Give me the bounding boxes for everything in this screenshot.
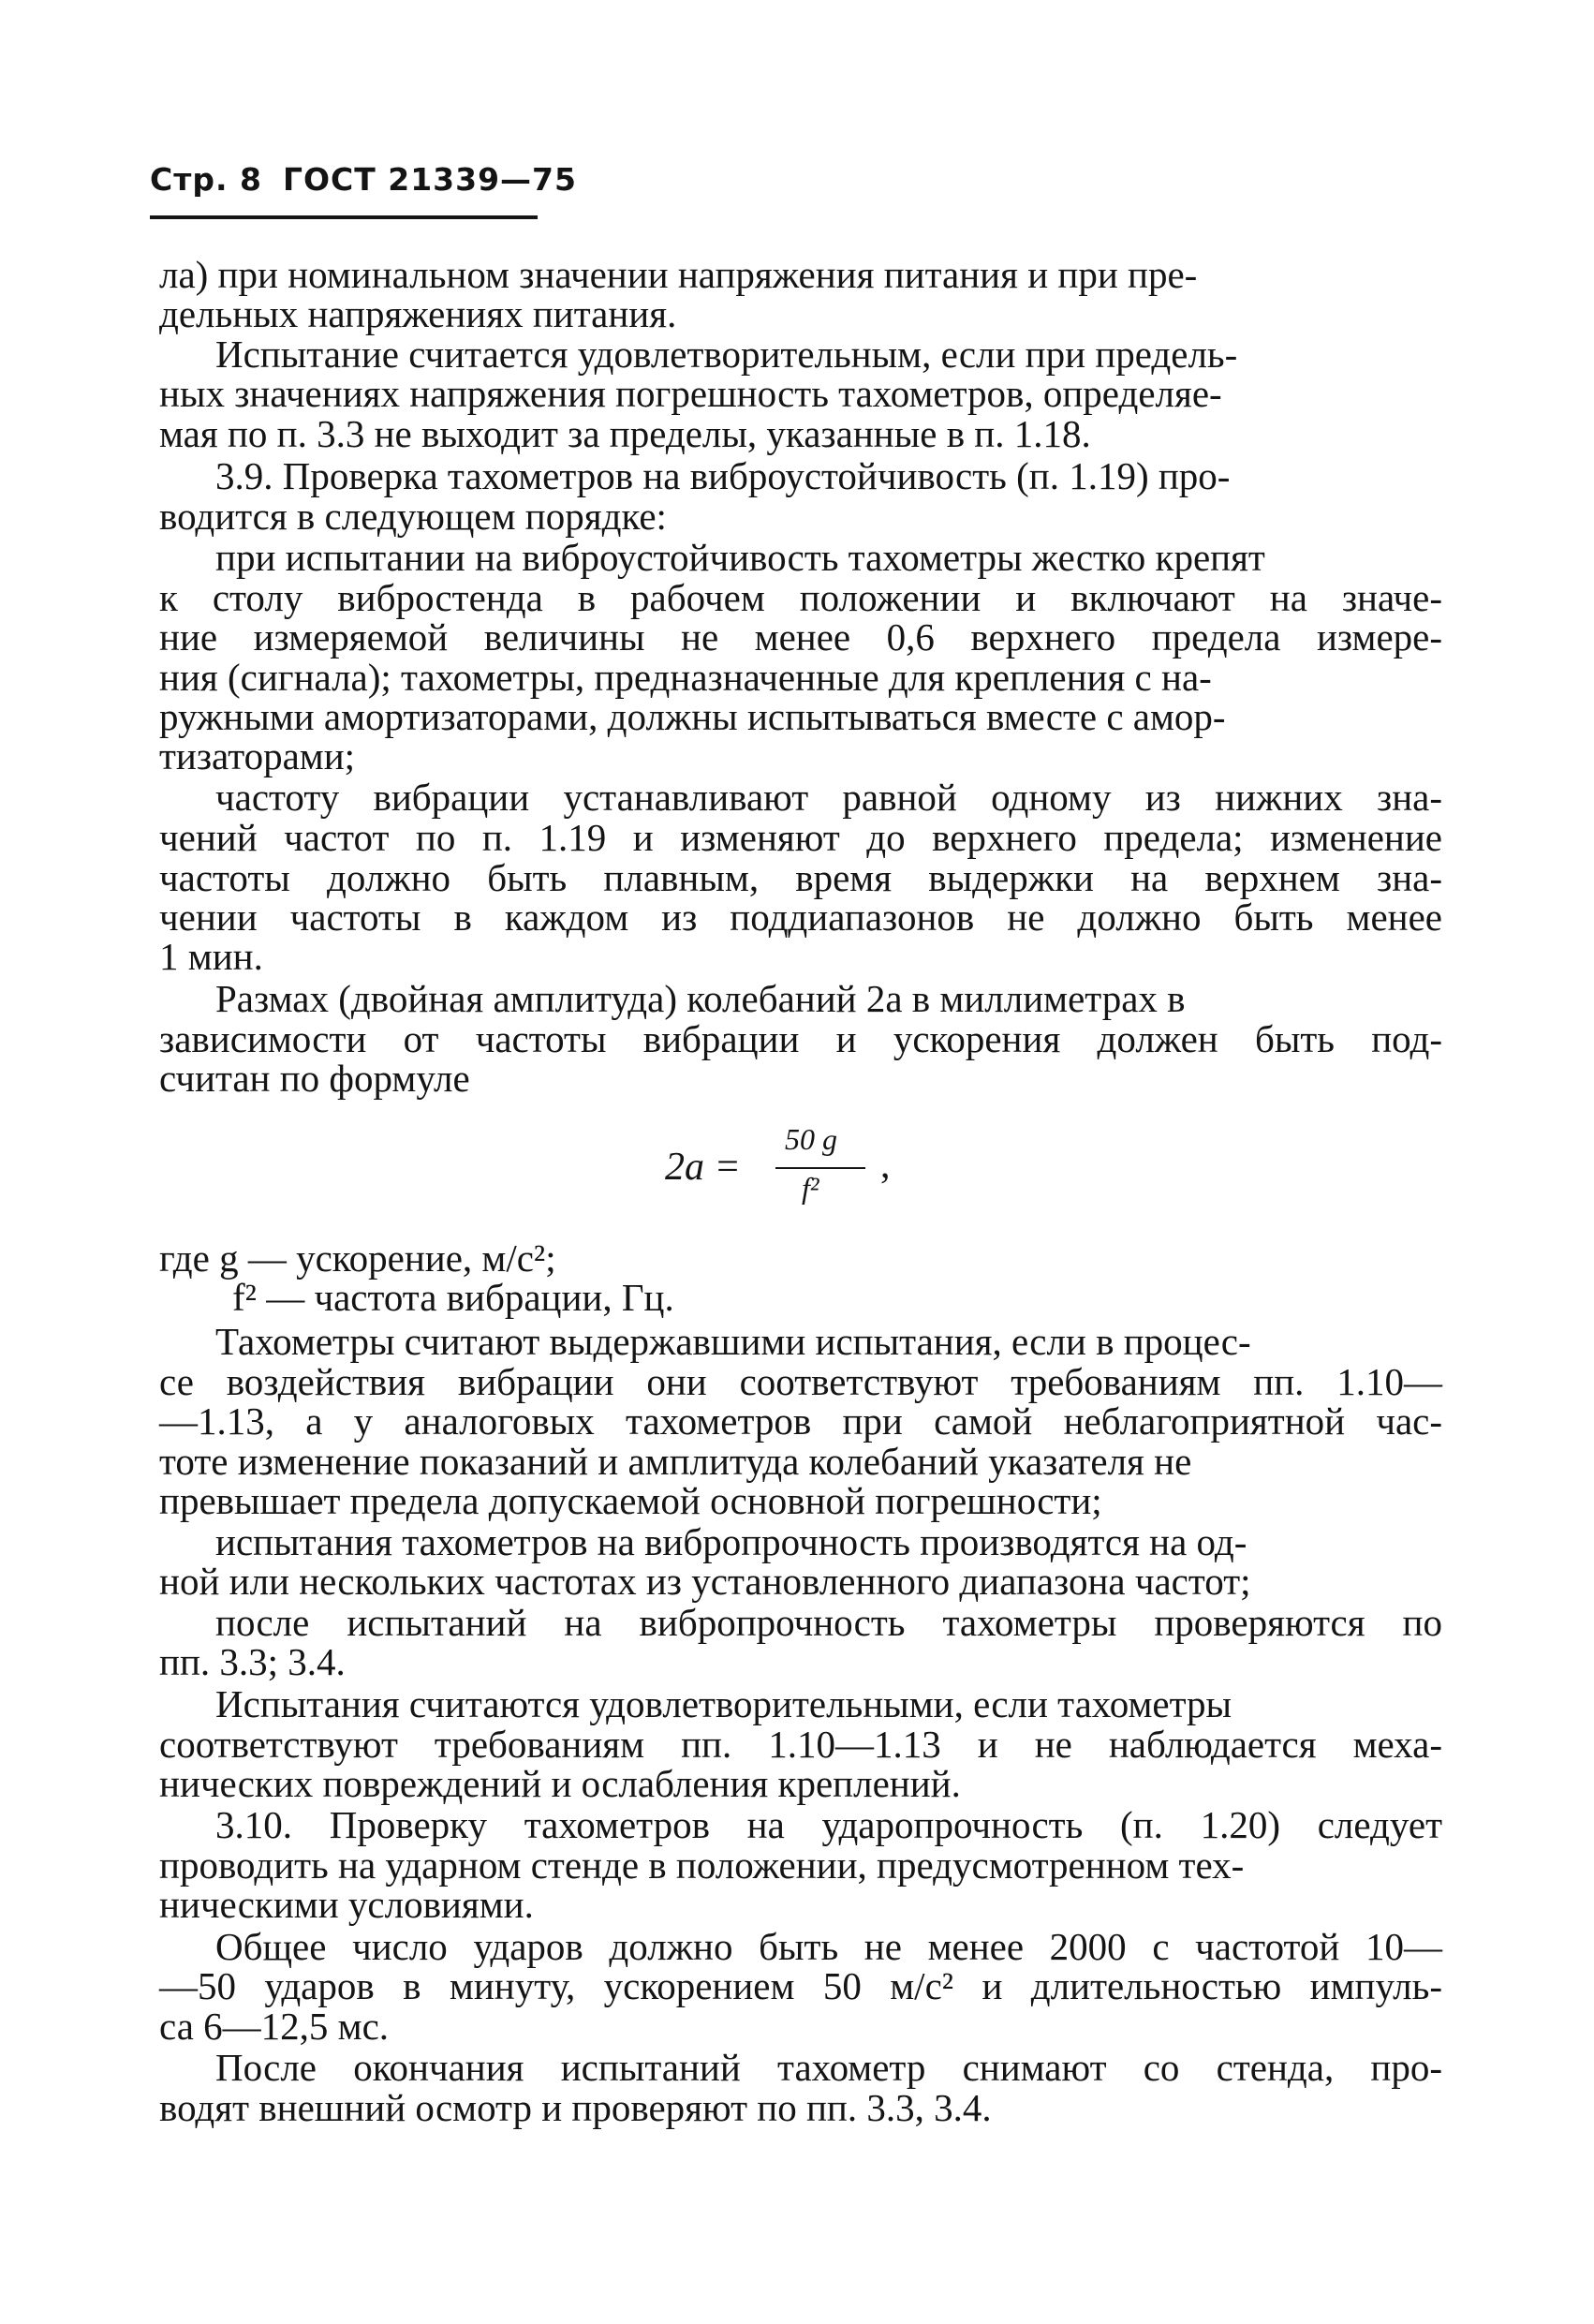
formula-comma: , bbox=[880, 1144, 891, 1187]
document-page: Стр. 8 ГОСТ 21339—75 ла) при номинальном значении напряжения питания и при пре- дельных напряжениях питания. Испытание считается удовлетворительным, если при предель- ных значениях напряжения погрешность тахометров, определяе- мая по п. 3.3 не выходит за пределы, указанные в п. 1.18. 3.9. Проверка тахометров на виброустойчивость (п. 1.19) про- водится в следующем порядке: при испытании на виброустойчивость тахометры жестко крепят к столу вибростенда в рабочем положении и включают на значе- ние измеряемой величины не менее 0,6 верхнего предела измере- ния (сигнала); тахометры, предназначенные для крепления с на- ружными амортизаторами, должны испытываться вместе с амор- тизаторами; частоту вибрации устанавливают равной одному из нижних зна- чений частот по п. 1.19 и изменяют до верхнего предела; изменение частоты должно быть плавным, время выдержки на верхнем зна- чении частоты в каждом из поддиапазонов не должно быть менее 1 мин. Размах (двойная амплитуда) колебаний 2a в миллиметрах в зависимости от частоты вибрации и ускорения должен быть под- считан по формуле 2a = 50 g f² , где g — ускорение, м/с²; f² — частота вибрации, Гц. Тахометры считают выдержавшими испытания, если в процес- се воздействия вибрации они соответствуют требованиям пп. 1.10— —1.13, а у аналоговых тахометров при самой неблагоприятной час- тоте изменение показаний и амплитуда колебаний указателя не превышает предела допускаемой основной погрешности; испытания тахометров на вибропрочность производятся на од- ной или нескольких частотах из установленного диапазона частот; после испытаний на вибропрочность тахометры проверяются по пп. 3.3; 3.4. Испытания считаются удовлетворительными, если тахометры соответствуют требованиям пп. 1.10—1.13 и не наблюдается меха- нических повреждений и ослабления креплений. 3.10. Проверку тахометров на ударопрочность (п. 1.20) следует проводить на ударном стенде в положении, предусмотренном тех- ническими условиями. Общее число ударов должно быть не менее 2000 с частотой 10— —50 ударов в минуту, ускорением 50 м/с² и длительностью импуль- са 6—12,5 мс. После окончания испытаний тахометр снимают со стенда, про- водят внешний осмотр и проверяют по пп. 3.3, 3.4. bbox=[150, 161, 1442, 2129]
formula-numerator: 50 g bbox=[785, 1122, 837, 1156]
formula-lhs: 2a = bbox=[665, 1146, 741, 1189]
fraction-bar bbox=[775, 1167, 865, 1169]
page-number: Стр. 8 bbox=[150, 161, 262, 198]
page-header bbox=[150, 161, 577, 198]
header-rule bbox=[150, 215, 538, 219]
standard-code: ГОСТ 21339—75 bbox=[282, 161, 577, 198]
formula-denominator: f² bbox=[802, 1171, 819, 1205]
